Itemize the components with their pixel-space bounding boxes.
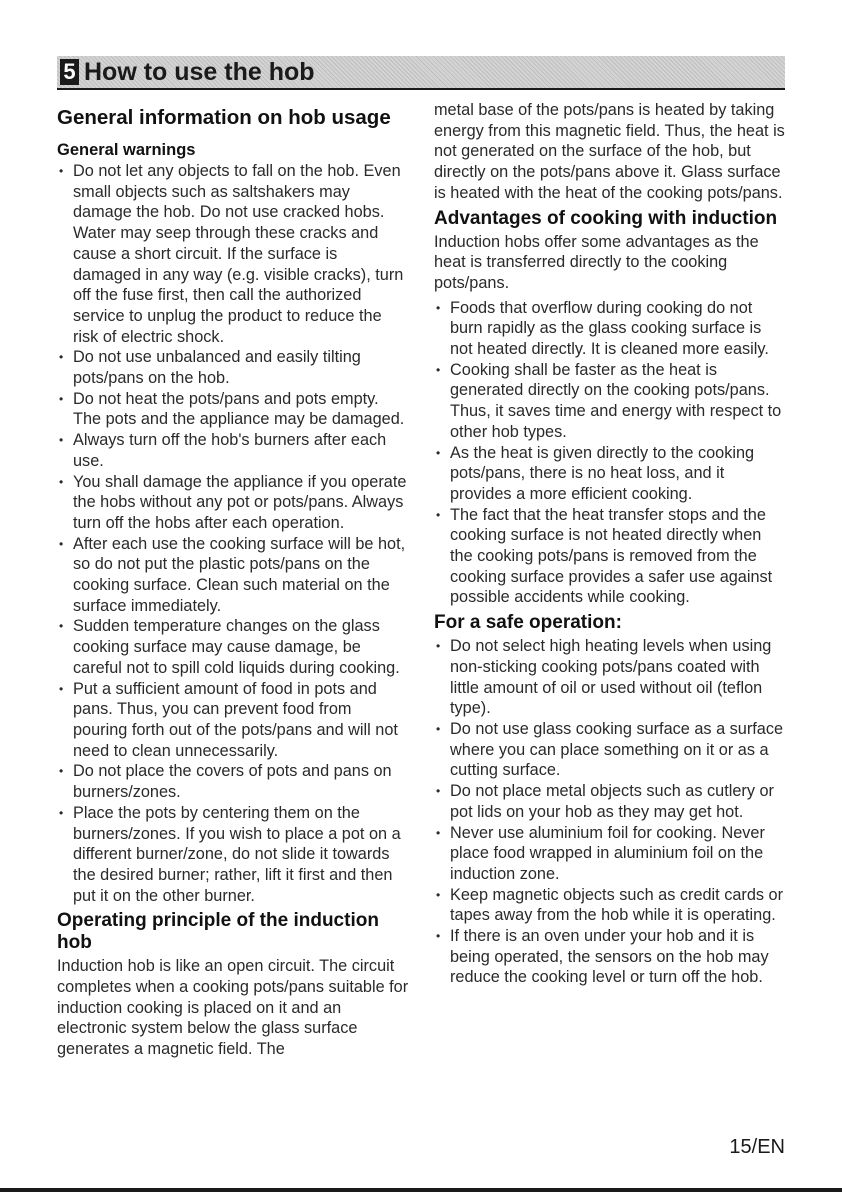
section-title: How to use the hob bbox=[84, 57, 315, 86]
list-item: • Do not place the covers of pots and pans on burners/zones. bbox=[57, 761, 409, 802]
list-item: • Do not let any objects to fall on the hob. Even small objects such as saltshakers may damage the hob. Do not use cracked hobs. Water may seep through these cracks and cause a short circuit. If the surface is damaged in any way (e.g. visible cracks), turn off the fuse first, then call the authorized service to unplug the product to reduce the risk of electric shock. bbox=[57, 161, 409, 347]
list-item: • As the heat is given directly to the cooking pots/pans, there is no heat loss, and it provides a more efficient cooking. bbox=[434, 443, 786, 505]
list-item: • Keep magnetic objects such as credit cards or tapes away from the hob while it is operating. bbox=[434, 885, 786, 926]
heading-advantages: Advantages of cooking with induction bbox=[434, 207, 778, 229]
list-item: • If there is an oven under your hob and it is being operated, the sensors on the hob may reduce the cooking level or turn off the hob. bbox=[434, 926, 786, 988]
operating-principle-continued: metal base of the pots/pans is heated by taking energy from this magnetic field. Thus, the heat is not generated on the surface of the hob, but directly on the pots/pans above it. Glass surface is heated with the heat of the cooking pots/pans. bbox=[434, 101, 785, 202]
section-number: 5 bbox=[60, 59, 79, 85]
list-item: • Foods that overflow during cooking do not burn rapidly as the glass cooking surface is not heated directly. It is cleaned more easily. bbox=[434, 298, 786, 360]
list-item: • Put a sufficient amount of food in pots and pans. Thus, you can prevent food from pouring forth out of the pots/pans and will not need to clean unnecessarily. bbox=[57, 679, 409, 762]
heading-general-information: General information on hob usage bbox=[57, 106, 391, 129]
list-item: • Cooking shall be faster as the heat is generated directly on the cooking pots/pans. Thus, it saves time and energy with respect to other hob types. bbox=[434, 360, 786, 443]
list-item: • Never use aluminium foil for cooking. Never place food wrapped in aluminium foil on the induction zone. bbox=[434, 823, 786, 885]
list-item: • After each use the cooking surface will be hot, so do not put the plastic pots/pans on the cooking surface. Clean such material on the surface immediately. bbox=[57, 534, 409, 617]
left-column bbox=[57, 100, 409, 1064]
list-item: • Do not place metal objects such as cutlery or pot lids on your hob as they may get hot. bbox=[434, 781, 786, 822]
advantages-intro: Induction hobs offer some advantages as the heat is transferred directly to the cooking pots/pans. bbox=[434, 232, 759, 292]
bottom-rule bbox=[0, 1188, 842, 1192]
section-header bbox=[57, 56, 785, 90]
list-item: • Do not use unbalanced and easily tilting pots/pans on the hob. bbox=[57, 347, 409, 388]
advantages-list bbox=[434, 298, 786, 609]
subheading-general-warnings: General warnings bbox=[57, 141, 196, 159]
list-item: • The fact that the heat transfer stops and the cooking surface is not heated directly when the cooking pots/pans is removed from the cooking surface provides a safer use against possible accidents while cooking. bbox=[434, 505, 786, 609]
list-item: • You shall damage the appliance if you operate the hobs without any pot or pots/pans. Always turn off the hobs after each operation. bbox=[57, 472, 409, 534]
heading-operating-principle: Operating principle of the induction hob bbox=[57, 910, 379, 954]
operating-principle-text: Induction hob is like an open circuit. The circuit completes when a cooking pots/pans suitable for induction cooking is placed on it and an electronic system below the glass surface generates a magnetic field. The bbox=[57, 957, 409, 1059]
page-number: 15/EN bbox=[729, 1136, 785, 1158]
safe-operation-list bbox=[434, 636, 786, 988]
heading-safe-operation: For a safe operation: bbox=[434, 612, 622, 634]
right-column bbox=[434, 100, 786, 992]
list-item: • Sudden temperature changes on the glass cooking surface may cause damage, be careful not to spill cold liquids during cooking. bbox=[57, 616, 409, 678]
list-item: • Do not select high heating levels when using non-sticking cooking pots/pans coated with little amount of oil or used without oil (teflon type). bbox=[434, 636, 786, 719]
list-item: • Always turn off the hob's burners after each use. bbox=[57, 430, 409, 471]
list-item: • Place the pots by centering them on the burners/zones. If you wish to place a pot on a different burner/zone, do not slide it towards the desired burner; rather, lift it first and then put it on the other burner. bbox=[57, 803, 409, 907]
list-item: • Do not heat the pots/pans and pots empty. The pots and the appliance may be damaged. bbox=[57, 389, 409, 430]
list-item: • Do not use glass cooking surface as a surface where you can place something on it or as a cutting surface. bbox=[434, 719, 786, 781]
general-warnings-list bbox=[57, 161, 409, 906]
